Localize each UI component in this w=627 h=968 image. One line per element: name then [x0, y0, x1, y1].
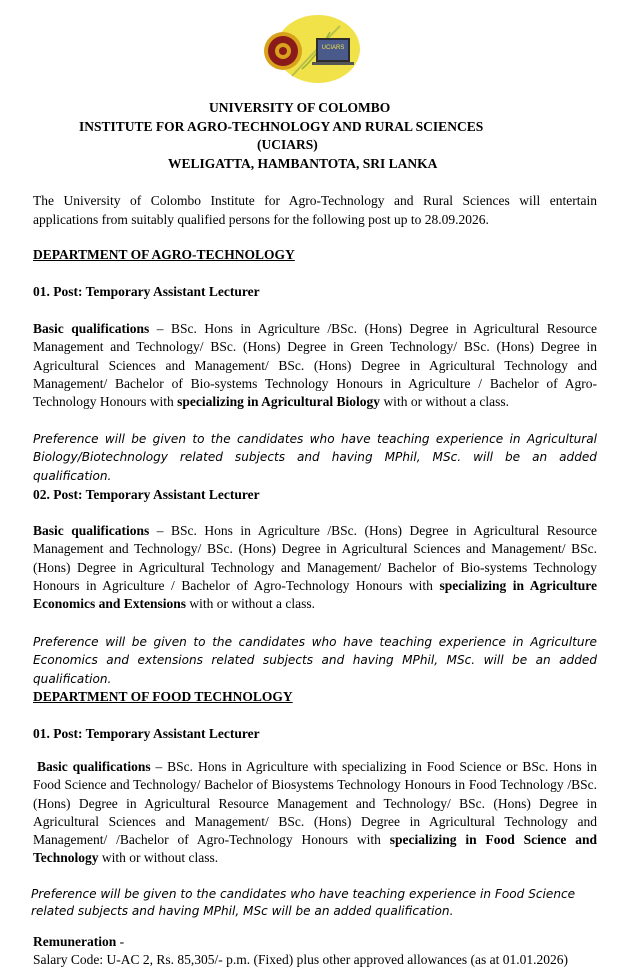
svg-text:UCIARS: UCIARS — [321, 45, 345, 51]
institute-name: INSTITUTE FOR AGRO-TECHNOLOGY AND RURAL SCIENCES — [79, 119, 484, 134]
agro-post1-title: 01. Post: Temporary Assistant Lecturer — [33, 284, 260, 299]
dept-food-technology-heading: DEPARTMENT OF FOOD TECHNOLOGY — [33, 689, 293, 704]
uciars-logo — [262, 14, 360, 86]
institute-acronym: (UCIARS) — [257, 137, 318, 152]
university-name: UNIVERSITY OF COLOMBO — [209, 100, 391, 115]
agro-post1-preference: Preference will be given to the candidates who have teaching experience in Agricultural Biology/Biotechnology related subjects and having MPhil, MSc. will be an added qualification. — [33, 432, 597, 483]
salary-details: Salary Code: U-AC 2, Rs. 85,305/- p.m. (Fixed) plus other approved allowances (as at 01.01.2026) — [33, 952, 569, 967]
agro-post1-qualifications: Basic qualifications – BSc. Hons in Agriculture /BSc. (Hons) Degree in Agricultural Resource Management and Technology/ BSc. (Hons) Degree in Green Technology/ BSc. (Hons) Degree in Agricultural Sciences and Management/ BSc. (Hons) Degree in Agricultural Technology and Management/ Bachelor of Bio-systems Technology Honours in Agriculture / Bachelor of Agro-Technology Honours with specializing in Agricultural Biology with or without a class. — [33, 321, 597, 410]
institute-address: WELIGATTA, HAMBANTOTA, SRI LANKA — [168, 156, 438, 171]
dept-agro-technology-heading: DEPARTMENT OF AGRO-TECHNOLOGY — [33, 247, 295, 262]
agro-post2-preference: Preference will be given to the candidates who have teaching experience in Agriculture Economics and extensions related subjects and having MPhil, MSc. will be an added qualification. — [33, 635, 597, 686]
food-post1-qualifications: Basic qualifications – BSc. Hons in Agriculture with specializing in Food Science or BSc. Hons in Food Science and Technology/ Bachelor of Biosystems Technology Honours in Food Technology /BSc. (Hons) Degree in Agricultural Resource Management and Technology/ BSc. (Hons) Degree in Agricultural Sciences and Management/ BSc. (Hons) Degree in Agricultural Technology and Management/ /Bachelor of Agro-Technology Honours with specializing in Food Science and Technology with or without class. — [33, 759, 597, 866]
remuneration-heading: Remuneration - — [33, 934, 125, 949]
agro-post2-qualifications: Basic qualifications – BSc. Hons in Agriculture /BSc. (Hons) Degree in Agricultural Resource Management and Technology/ BSc. (Hons) Degree in Agricultural Sciences and Management/ BSc. (Hons) Degree in Agricultural Technology and Management/ Bachelor of Bio-systems Technology Honours in Agriculture / Bachelor of Agro-Technology Honours with specializing in Agriculture Economics and Extensions with or without a class. — [33, 523, 597, 612]
intro-paragraph: The University of Colombo Institute for Agro-Technology and Rural Sciences will entertain applications from suitably qualified persons for the following post up to 28.09.2026. — [33, 193, 597, 227]
agro-post2-title: 02. Post: Temporary Assistant Lecturer — [33, 487, 260, 502]
food-post1-preference: Preference will be given to the candidates who have teaching experience in Food Science related subjects and having MPhil, MSc will be an added qualification. — [31, 887, 576, 918]
food-post1-title: 01. Post: Temporary Assistant Lecturer — [33, 726, 260, 741]
